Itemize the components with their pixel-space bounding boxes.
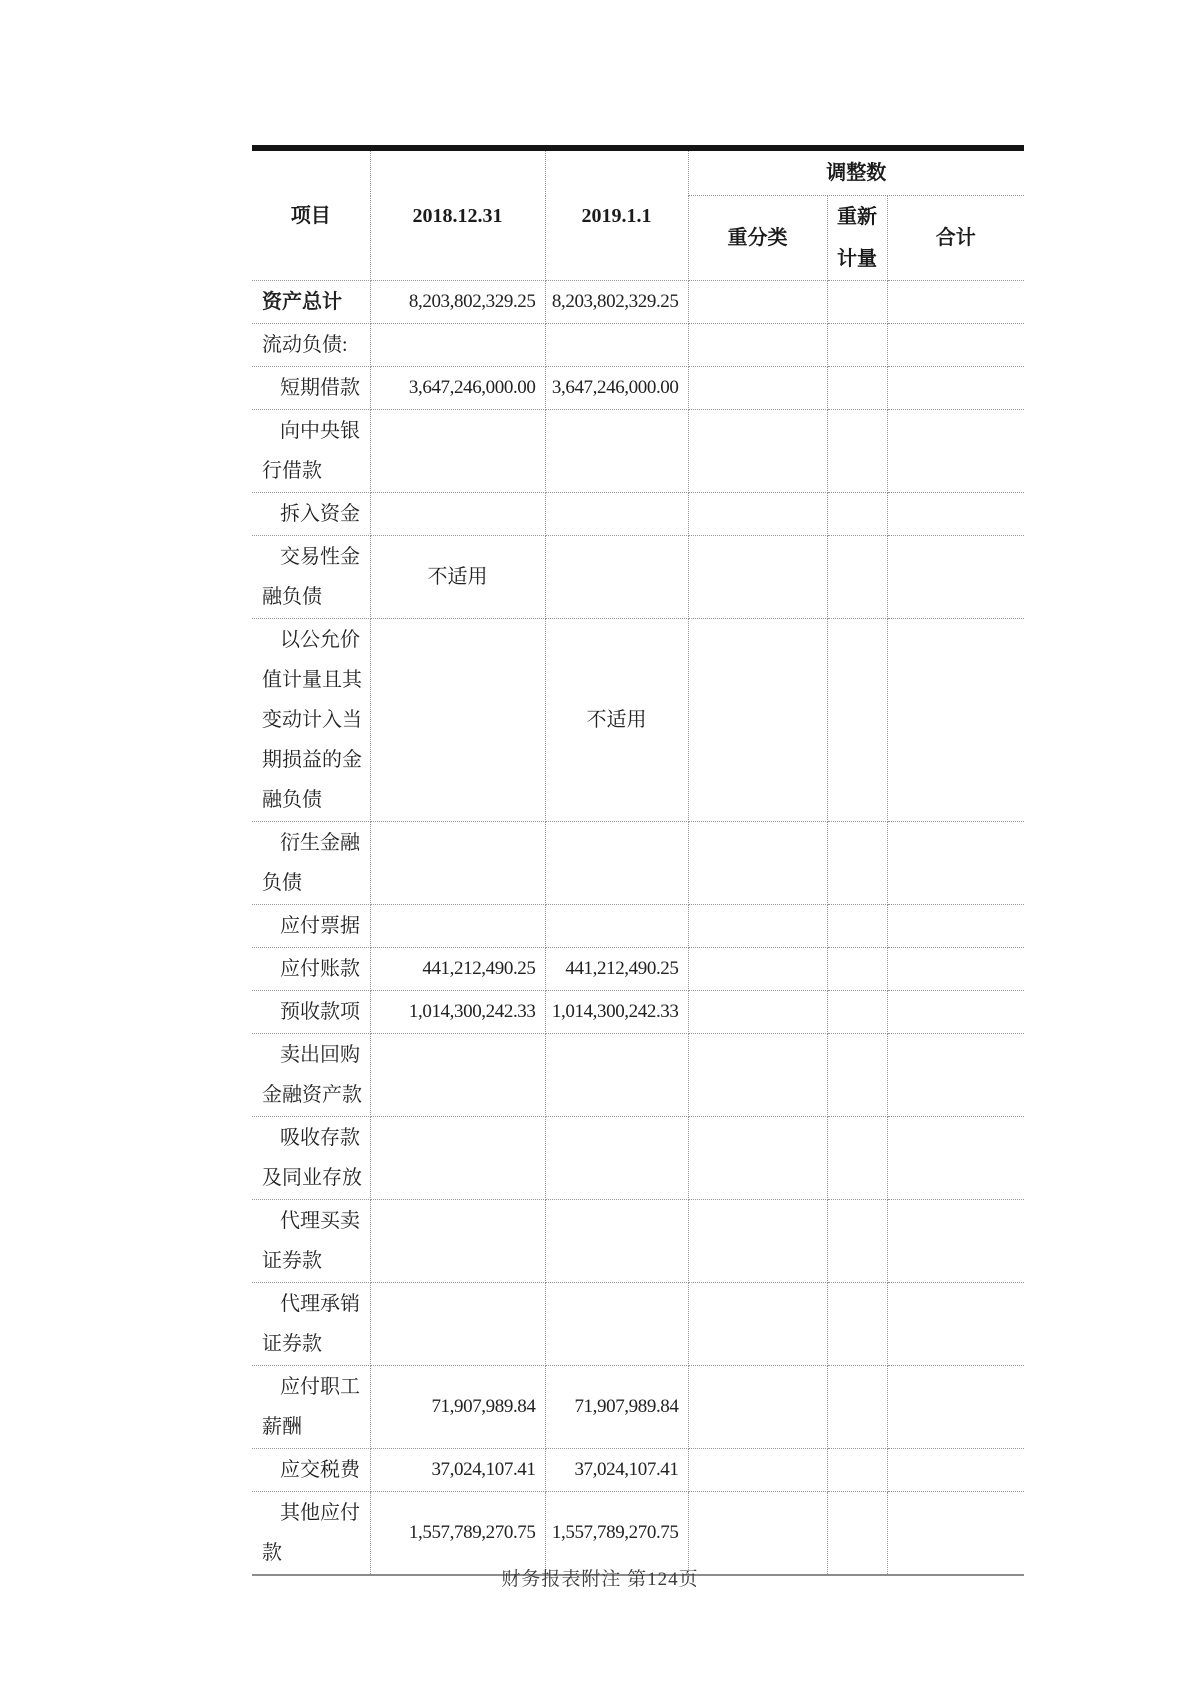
cell-remeasurement — [827, 367, 887, 410]
value-2019 — [545, 1283, 688, 1366]
row-label: 吸收存款及同业存放 — [252, 1117, 370, 1200]
table-row — [252, 619, 1024, 822]
table-row — [252, 1283, 1024, 1366]
row-label: 资产总计 — [252, 281, 370, 324]
row-label: 卖出回购金融资产款 — [252, 1034, 370, 1117]
header-date-2018: 2018.12.31 — [370, 148, 545, 281]
row-label: 以公允价值计量且其变动计入当期损益的金融负债 — [252, 619, 370, 822]
value-2018: 3,647,246,000.00 — [370, 367, 545, 410]
cell-remeasurement — [827, 281, 887, 324]
value-2018 — [370, 493, 545, 536]
table-row — [252, 536, 1024, 619]
value-2019 — [545, 905, 688, 948]
row-label: 代理买卖证券款 — [252, 1200, 370, 1283]
table-row — [252, 281, 1024, 324]
table-row — [252, 905, 1024, 948]
cell-remeasurement — [827, 948, 887, 991]
header-item: 项目 — [252, 148, 370, 281]
value-2018 — [370, 822, 545, 905]
table-row — [252, 367, 1024, 410]
cell-reclassification — [688, 822, 827, 905]
table-row — [252, 1366, 1024, 1449]
value-2018 — [370, 324, 545, 367]
value-2018: 不适用 — [370, 536, 545, 619]
row-label: 应交税费 — [252, 1449, 370, 1492]
cell-remeasurement — [827, 1366, 887, 1449]
cell-remeasurement — [827, 1200, 887, 1283]
table-row — [252, 1449, 1024, 1492]
value-2019 — [545, 822, 688, 905]
value-2019 — [545, 493, 688, 536]
header-reclassification: 重分类 — [688, 196, 827, 281]
cell-reclassification — [688, 1492, 827, 1576]
cell-total — [887, 1117, 1024, 1200]
row-label: 流动负债: — [252, 324, 370, 367]
table-row — [252, 948, 1024, 991]
page-footer: 财务报表附注 第124页 — [501, 1569, 699, 1590]
value-2019: 37,024,107.41 — [545, 1449, 688, 1492]
cell-remeasurement — [827, 1283, 887, 1366]
value-2018: 441,212,490.25 — [370, 948, 545, 991]
value-2019: 1,557,789,270.75 — [545, 1492, 688, 1576]
value-2019: 8,203,802,329.25 — [545, 281, 688, 324]
table-row — [252, 1117, 1024, 1200]
header-remeasurement: 重新计量 — [827, 196, 887, 281]
cell-remeasurement — [827, 1449, 887, 1492]
value-2018 — [370, 1283, 545, 1366]
value-2018 — [370, 1034, 545, 1117]
row-label: 预收款项 — [252, 991, 370, 1034]
cell-reclassification — [688, 948, 827, 991]
table-row — [252, 1200, 1024, 1283]
cell-remeasurement — [827, 536, 887, 619]
row-label: 代理承销证券款 — [252, 1283, 370, 1366]
cell-total — [887, 1034, 1024, 1117]
cell-total — [887, 1492, 1024, 1576]
value-2019: 1,014,300,242.33 — [545, 991, 688, 1034]
value-2019 — [545, 1034, 688, 1117]
cell-total — [887, 1449, 1024, 1492]
cell-remeasurement — [827, 410, 887, 493]
value-2018: 1,557,789,270.75 — [370, 1492, 545, 1576]
value-2018 — [370, 619, 545, 822]
header-date-2019: 2019.1.1 — [545, 148, 688, 281]
cell-total — [887, 619, 1024, 822]
table-row — [252, 493, 1024, 536]
cell-total — [887, 367, 1024, 410]
cell-reclassification — [688, 410, 827, 493]
header-row-top — [252, 148, 1024, 196]
value-2018: 37,024,107.41 — [370, 1449, 545, 1492]
cell-reclassification — [688, 536, 827, 619]
value-2018: 71,907,989.84 — [370, 1366, 545, 1449]
cell-total — [887, 991, 1024, 1034]
value-2019: 71,907,989.84 — [545, 1366, 688, 1449]
cell-reclassification — [688, 991, 827, 1034]
value-2019: 3,647,246,000.00 — [545, 367, 688, 410]
cell-reclassification — [688, 324, 827, 367]
table-row — [252, 410, 1024, 493]
cell-reclassification — [688, 1200, 827, 1283]
value-2019: 不适用 — [545, 619, 688, 822]
table-row — [252, 1492, 1024, 1576]
table-row — [252, 991, 1024, 1034]
cell-remeasurement — [827, 1034, 887, 1117]
row-label: 应付票据 — [252, 905, 370, 948]
cell-reclassification — [688, 905, 827, 948]
table-row — [252, 822, 1024, 905]
cell-reclassification — [688, 367, 827, 410]
cell-total — [887, 905, 1024, 948]
cell-reclassification — [688, 1449, 827, 1492]
cell-total — [887, 822, 1024, 905]
table-row — [252, 1034, 1024, 1117]
value-2018 — [370, 1200, 545, 1283]
cell-total — [887, 281, 1024, 324]
row-label: 其他应付款 — [252, 1492, 370, 1576]
cell-reclassification — [688, 1117, 827, 1200]
cell-reclassification — [688, 1034, 827, 1117]
value-2018: 1,014,300,242.33 — [370, 991, 545, 1034]
cell-total — [887, 410, 1024, 493]
cell-reclassification — [688, 1283, 827, 1366]
value-2018 — [370, 905, 545, 948]
value-2018 — [370, 1117, 545, 1200]
row-label: 衍生金融负债 — [252, 822, 370, 905]
cell-total — [887, 1283, 1024, 1366]
cell-total — [887, 948, 1024, 991]
table-row — [252, 324, 1024, 367]
header-total: 合计 — [887, 196, 1024, 281]
cell-reclassification — [688, 619, 827, 822]
cell-total — [887, 493, 1024, 536]
cell-remeasurement — [827, 1492, 887, 1576]
value-2018 — [370, 410, 545, 493]
row-label: 拆入资金 — [252, 493, 370, 536]
adjustments-table — [252, 145, 1024, 1576]
cell-remeasurement — [827, 619, 887, 822]
cell-reclassification — [688, 493, 827, 536]
cell-remeasurement — [827, 493, 887, 536]
value-2019 — [545, 324, 688, 367]
cell-remeasurement — [827, 991, 887, 1034]
cell-remeasurement — [827, 1117, 887, 1200]
value-2019 — [545, 1117, 688, 1200]
value-2019 — [545, 1200, 688, 1283]
row-label: 应付职工薪酬 — [252, 1366, 370, 1449]
row-label: 交易性金融负债 — [252, 536, 370, 619]
cell-total — [887, 1200, 1024, 1283]
cell-reclassification — [688, 281, 827, 324]
cell-total — [887, 536, 1024, 619]
cell-reclassification — [688, 1366, 827, 1449]
cell-remeasurement — [827, 905, 887, 948]
row-label: 向中央银行借款 — [252, 410, 370, 493]
row-label: 短期借款 — [252, 367, 370, 410]
value-2019 — [545, 410, 688, 493]
value-2019: 441,212,490.25 — [545, 948, 688, 991]
value-2019 — [545, 536, 688, 619]
row-label: 应付账款 — [252, 948, 370, 991]
header-adjustments: 调整数 — [688, 148, 1024, 196]
value-2018: 8,203,802,329.25 — [370, 281, 545, 324]
cell-remeasurement — [827, 324, 887, 367]
cell-total — [887, 324, 1024, 367]
cell-remeasurement — [827, 822, 887, 905]
cell-total — [887, 1366, 1024, 1449]
